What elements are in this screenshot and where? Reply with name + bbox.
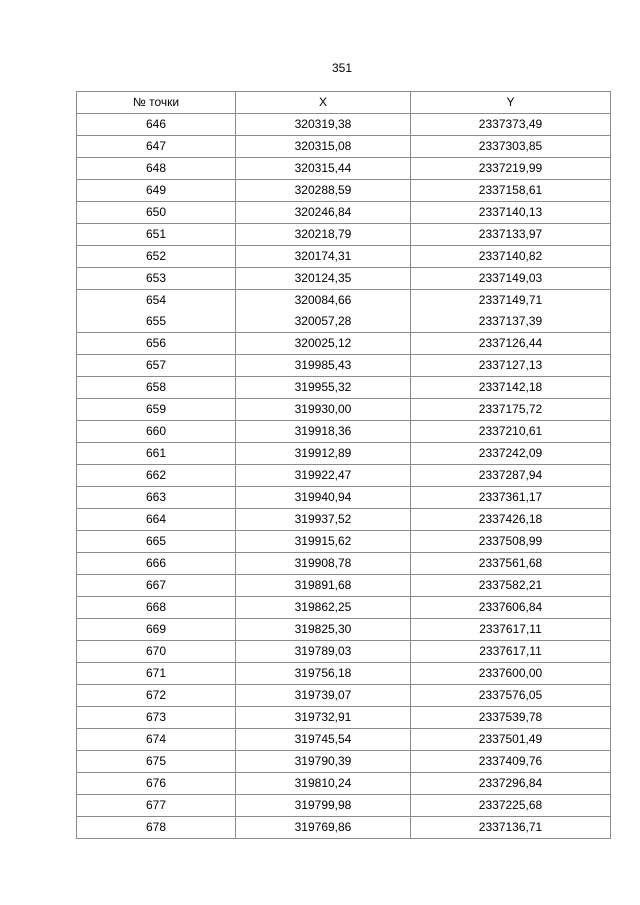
cell-point-number: 665 bbox=[77, 531, 236, 553]
cell-y: 2337137,39 bbox=[411, 311, 611, 333]
cell-y: 2337508,99 bbox=[411, 531, 611, 553]
cell-x: 320288,59 bbox=[236, 180, 411, 202]
cell-x: 320124,35 bbox=[236, 268, 411, 290]
cell-point-number: 670 bbox=[77, 641, 236, 663]
cell-y: 2337361,17 bbox=[411, 487, 611, 509]
cell-y: 2337606,84 bbox=[411, 597, 611, 619]
cell-x: 319918,36 bbox=[236, 421, 411, 443]
cell-y: 2337149,71 bbox=[411, 290, 611, 312]
cell-point-number: 661 bbox=[77, 443, 236, 465]
cell-y: 2337373,49 bbox=[411, 114, 611, 136]
header-point-number: № точки bbox=[77, 92, 236, 114]
cell-y: 2337175,72 bbox=[411, 399, 611, 421]
cell-y: 2337287,94 bbox=[411, 465, 611, 487]
cell-y: 2337149,03 bbox=[411, 268, 611, 290]
cell-x: 319745,54 bbox=[236, 729, 411, 751]
table-row bbox=[77, 443, 611, 465]
table-row bbox=[77, 421, 611, 443]
table-row bbox=[77, 729, 611, 751]
cell-y: 2337426,18 bbox=[411, 509, 611, 531]
cell-y: 2337409,76 bbox=[411, 751, 611, 773]
table-row bbox=[77, 509, 611, 531]
table-row bbox=[77, 773, 611, 795]
cell-point-number: 676 bbox=[77, 773, 236, 795]
cell-point-number: 666 bbox=[77, 553, 236, 575]
cell-y: 2337303,85 bbox=[411, 136, 611, 158]
cell-x: 319825,30 bbox=[236, 619, 411, 641]
cell-y: 2337127,13 bbox=[411, 355, 611, 377]
cell-x: 319908,78 bbox=[236, 553, 411, 575]
table-row bbox=[77, 268, 611, 290]
cell-x: 319769,86 bbox=[236, 817, 411, 839]
table-row bbox=[77, 290, 611, 312]
cell-x: 319789,03 bbox=[236, 641, 411, 663]
table-row bbox=[77, 399, 611, 421]
cell-x: 319930,00 bbox=[236, 399, 411, 421]
cell-point-number: 662 bbox=[77, 465, 236, 487]
cell-y: 2337142,18 bbox=[411, 377, 611, 399]
cell-y: 2337501,49 bbox=[411, 729, 611, 751]
cell-y: 2337561,68 bbox=[411, 553, 611, 575]
table-row bbox=[77, 751, 611, 773]
cell-x: 319756,18 bbox=[236, 663, 411, 685]
cell-y: 2337140,82 bbox=[411, 246, 611, 268]
cell-x: 320084,66 bbox=[236, 290, 411, 312]
cell-y: 2337219,99 bbox=[411, 158, 611, 180]
cell-x: 320319,38 bbox=[236, 114, 411, 136]
cell-x: 319985,43 bbox=[236, 355, 411, 377]
cell-point-number: 658 bbox=[77, 377, 236, 399]
cell-point-number: 677 bbox=[77, 795, 236, 817]
cell-x: 319937,52 bbox=[236, 509, 411, 531]
cell-x: 319862,25 bbox=[236, 597, 411, 619]
cell-y: 2337126,44 bbox=[411, 333, 611, 355]
cell-x: 319891,68 bbox=[236, 575, 411, 597]
cell-x: 319732,91 bbox=[236, 707, 411, 729]
table-row bbox=[77, 333, 611, 355]
cell-y: 2337140,13 bbox=[411, 202, 611, 224]
cell-point-number: 663 bbox=[77, 487, 236, 509]
cell-x: 320315,44 bbox=[236, 158, 411, 180]
cell-x: 320025,12 bbox=[236, 333, 411, 355]
cell-y: 2337210,61 bbox=[411, 421, 611, 443]
cell-point-number: 652 bbox=[77, 246, 236, 268]
cell-point-number: 648 bbox=[77, 158, 236, 180]
table-header-row bbox=[77, 92, 611, 114]
table-row bbox=[77, 202, 611, 224]
cell-point-number: 664 bbox=[77, 509, 236, 531]
cell-x: 319940,94 bbox=[236, 487, 411, 509]
table-row bbox=[77, 114, 611, 136]
table-row bbox=[77, 817, 611, 839]
cell-point-number: 654 bbox=[77, 290, 236, 312]
table-row bbox=[77, 487, 611, 509]
table-row bbox=[77, 641, 611, 663]
cell-x: 320174,31 bbox=[236, 246, 411, 268]
cell-point-number: 656 bbox=[77, 333, 236, 355]
cell-x: 319790,39 bbox=[236, 751, 411, 773]
cell-y: 2337539,78 bbox=[411, 707, 611, 729]
cell-y: 2337158,61 bbox=[411, 180, 611, 202]
table-row bbox=[77, 531, 611, 553]
table-row bbox=[77, 575, 611, 597]
cell-y: 2337242,09 bbox=[411, 443, 611, 465]
table-row bbox=[77, 619, 611, 641]
cell-point-number: 675 bbox=[77, 751, 236, 773]
cell-y: 2337136,71 bbox=[411, 817, 611, 839]
page-number: 351 bbox=[331, 61, 353, 75]
cell-x: 319955,32 bbox=[236, 377, 411, 399]
cell-y: 2337576,05 bbox=[411, 685, 611, 707]
table-row bbox=[77, 553, 611, 575]
table-row bbox=[77, 707, 611, 729]
cell-x: 319922,47 bbox=[236, 465, 411, 487]
cell-point-number: 660 bbox=[77, 421, 236, 443]
table-row bbox=[77, 685, 611, 707]
table-row bbox=[77, 663, 611, 685]
table-row bbox=[77, 224, 611, 246]
cell-x: 319739,07 bbox=[236, 685, 411, 707]
cell-y: 2337133,97 bbox=[411, 224, 611, 246]
cell-point-number: 647 bbox=[77, 136, 236, 158]
coordinates-table bbox=[76, 91, 611, 839]
cell-x: 319810,24 bbox=[236, 773, 411, 795]
cell-point-number: 646 bbox=[77, 114, 236, 136]
table-row bbox=[77, 465, 611, 487]
cell-point-number: 657 bbox=[77, 355, 236, 377]
cell-x: 320218,79 bbox=[236, 224, 411, 246]
table-row bbox=[77, 597, 611, 619]
cell-x: 320246,84 bbox=[236, 202, 411, 224]
cell-point-number: 650 bbox=[77, 202, 236, 224]
table-row bbox=[77, 311, 611, 333]
cell-x: 319912,89 bbox=[236, 443, 411, 465]
cell-point-number: 671 bbox=[77, 663, 236, 685]
cell-y: 2337617,11 bbox=[411, 641, 611, 663]
cell-point-number: 651 bbox=[77, 224, 236, 246]
table-row bbox=[77, 158, 611, 180]
header-y: Y bbox=[411, 92, 611, 114]
table-body bbox=[77, 114, 611, 839]
cell-point-number: 653 bbox=[77, 268, 236, 290]
cell-point-number: 674 bbox=[77, 729, 236, 751]
cell-x: 319915,62 bbox=[236, 531, 411, 553]
cell-y: 2337296,84 bbox=[411, 773, 611, 795]
cell-y: 2337225,68 bbox=[411, 795, 611, 817]
table-row bbox=[77, 355, 611, 377]
table-row bbox=[77, 377, 611, 399]
cell-point-number: 669 bbox=[77, 619, 236, 641]
cell-y: 2337582,21 bbox=[411, 575, 611, 597]
cell-point-number: 678 bbox=[77, 817, 236, 839]
cell-point-number: 649 bbox=[77, 180, 236, 202]
cell-point-number: 667 bbox=[77, 575, 236, 597]
cell-point-number: 668 bbox=[77, 597, 236, 619]
cell-x: 320057,28 bbox=[236, 311, 411, 333]
table-row bbox=[77, 136, 611, 158]
cell-y: 2337600,00 bbox=[411, 663, 611, 685]
table-row bbox=[77, 180, 611, 202]
table-row bbox=[77, 795, 611, 817]
cell-x: 320315,08 bbox=[236, 136, 411, 158]
cell-point-number: 673 bbox=[77, 707, 236, 729]
table-row bbox=[77, 246, 611, 268]
cell-x: 319799,98 bbox=[236, 795, 411, 817]
header-x: X bbox=[236, 92, 411, 114]
cell-y: 2337617,11 bbox=[411, 619, 611, 641]
cell-point-number: 672 bbox=[77, 685, 236, 707]
cell-point-number: 655 bbox=[77, 311, 236, 333]
cell-point-number: 659 bbox=[77, 399, 236, 421]
